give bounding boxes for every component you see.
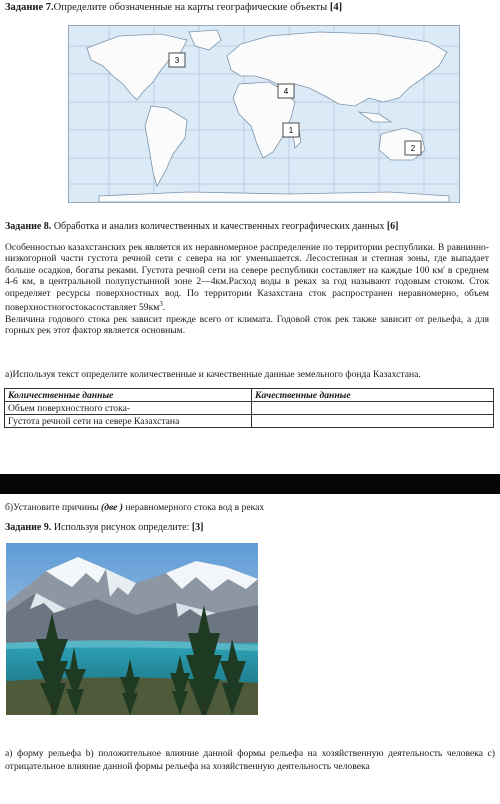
header-quantitative: Количественные данные — [5, 389, 252, 402]
table-row — [5, 415, 494, 428]
table-cell[interactable] — [252, 415, 494, 428]
task8-label: Задание 8. — [5, 221, 52, 232]
task7-heading — [5, 2, 342, 13]
task7-label: Задание 7. — [5, 2, 54, 13]
passage-paragraph-2: Величина годового стока рек зависит прежде всего от климата. Годовой сток рек также зависит от рельефа, а для горных рек этот фактор является основным. — [5, 313, 489, 337]
passage-paragraph-1: Особенностью казахстанских рек является их неравномерное распределение по территории республики. В равнинно-низкогорной части густота речной сети с севера на юг уменьшается. Лесостепная и степная зоны, где выпадает больше осадков, богаты реками. Густота речной сети на севере республики составляет на каждые 100 км' в среднем 4-6 км, в центральной полупустынной зоне 2—4км.Расход воды в реках за год называют годовым стоком. Сток определяет ресурсы поверхностных вод. По территории Казахстана сток распространен неравномерно, объем поверхностногостокасоставляет $59км^3$. — [5, 242, 489, 314]
antarctica-shape — [99, 192, 449, 202]
south-america-shape — [145, 106, 187, 186]
world-map-svg — [69, 26, 459, 202]
task8-heading — [5, 221, 399, 232]
marker-3 — [169, 53, 185, 67]
task7-points: [4] — [329, 2, 343, 13]
mountain-lake-photo — [6, 543, 258, 715]
table-cell: Густота речной сети на севере Казахстана — [5, 415, 252, 428]
world-map — [68, 25, 460, 203]
task8-text: Обработка и анализ количественных и качественных географических данных — [51, 221, 387, 232]
header-qualitative: Качественные данные — [252, 389, 494, 402]
marker-4 — [278, 84, 294, 98]
question-a: а)Используя текст определите количественные и качественные данные земельного фонда Казахстана. — [5, 369, 421, 380]
indonesia-shape — [359, 112, 391, 122]
question-b: б)Установите причины (две ) неравномерного стока вод в реках — [5, 502, 265, 513]
task8-points: [6] — [386, 221, 399, 232]
task9-heading — [5, 522, 204, 533]
black-band-divider — [0, 474, 500, 494]
table-row — [5, 402, 494, 415]
table-cell[interactable] — [252, 402, 494, 415]
table-cell: Объем поверхностного стока- — [5, 402, 252, 415]
svg-text:4: 4 — [283, 87, 289, 96]
svg-text:2: 2 — [410, 144, 416, 153]
task9-label: Задание 9. — [5, 522, 52, 533]
task8-passage — [5, 242, 489, 336]
data-table — [4, 388, 494, 428]
svg-text:1: 1 — [288, 126, 294, 135]
map-continents — [87, 30, 449, 202]
task9-text: Используя рисунок определите: — [51, 522, 192, 533]
task9-points: [3] — [191, 522, 204, 533]
marker-2 — [405, 141, 421, 155]
task9-subquestions: а) форму рельефа b) положительное влияние данной формы рельефа на хозяйственную деятельность человека c) отрицательное влияние данной формы рельефа на хозяйственную деятельность человека — [5, 748, 495, 772]
table-header-row — [5, 389, 494, 402]
svg-text:3: 3 — [174, 56, 180, 65]
marker-1 — [283, 123, 299, 137]
task7-text: Определите обозначенные на карты географические объекты — [53, 2, 330, 13]
greenland-shape — [189, 30, 221, 50]
